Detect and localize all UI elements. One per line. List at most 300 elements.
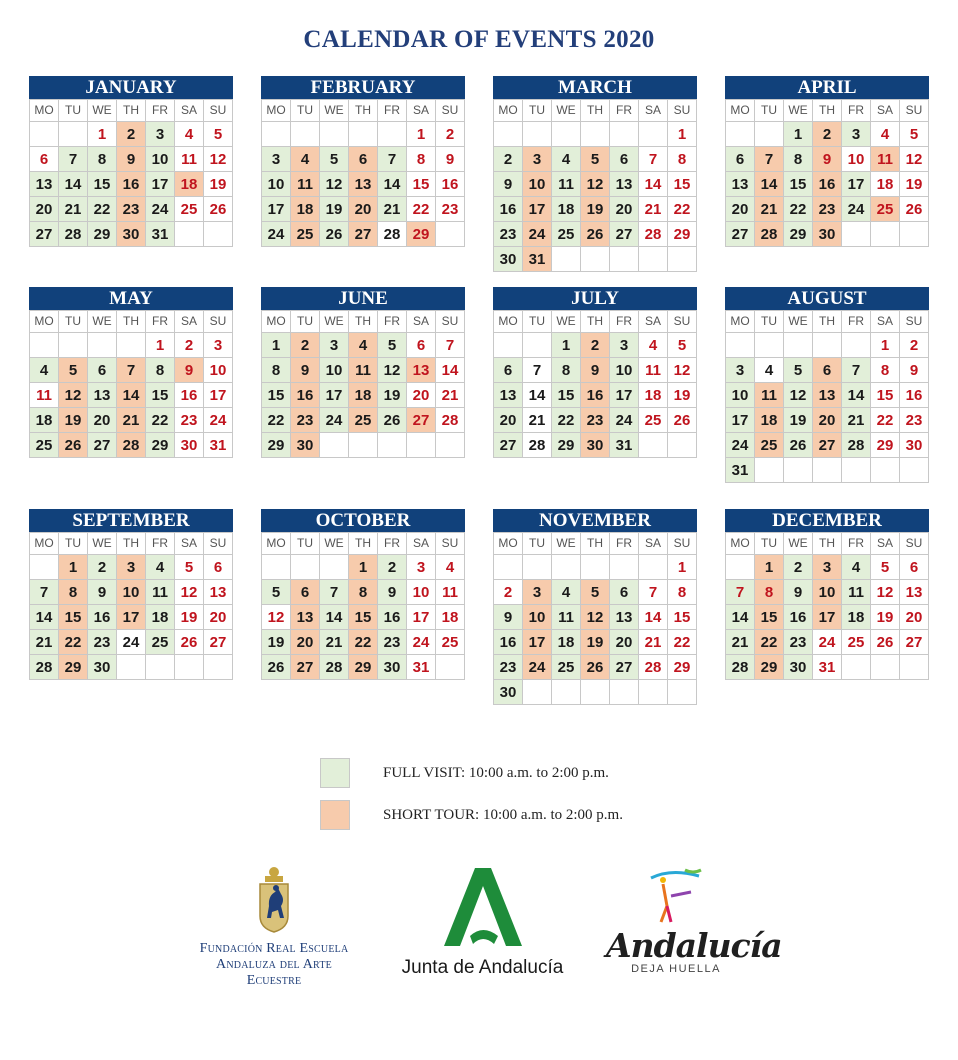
day-cell[interactable]: 23	[784, 630, 813, 655]
day-cell[interactable]: 26	[871, 630, 900, 655]
day-cell[interactable]: 30	[88, 655, 117, 680]
day-cell[interactable]: 11	[639, 358, 668, 383]
day-cell[interactable]: 18	[871, 172, 900, 197]
day-cell[interactable]: 28	[842, 433, 871, 458]
day-cell[interactable]: 22	[88, 197, 117, 222]
day-cell[interactable]: 28	[320, 655, 349, 680]
day-cell[interactable]: 5	[262, 580, 291, 605]
day-cell[interactable]: 18	[639, 383, 668, 408]
day-cell[interactable]: 24	[610, 408, 639, 433]
day-cell[interactable]: 29	[668, 222, 697, 247]
day-cell[interactable]: 25	[755, 433, 784, 458]
day-cell[interactable]: 25	[552, 222, 581, 247]
day-cell[interactable]: 14	[30, 605, 59, 630]
day-cell[interactable]: 17	[262, 197, 291, 222]
day-cell[interactable]: 29	[755, 655, 784, 680]
day-cell[interactable]: 22	[59, 630, 88, 655]
day-cell[interactable]: 25	[639, 408, 668, 433]
day-cell[interactable]: 2	[813, 122, 842, 147]
day-cell[interactable]: 7	[117, 358, 146, 383]
day-cell[interactable]: 20	[88, 408, 117, 433]
day-cell[interactable]: 10	[726, 383, 755, 408]
day-cell[interactable]: 13	[88, 383, 117, 408]
day-cell[interactable]: 10	[204, 358, 233, 383]
day-cell[interactable]: 12	[784, 383, 813, 408]
day-cell[interactable]: 8	[552, 358, 581, 383]
day-cell[interactable]: 3	[146, 122, 175, 147]
day-cell[interactable]: 27	[610, 222, 639, 247]
day-cell[interactable]: 2	[494, 147, 523, 172]
day-cell[interactable]: 23	[436, 197, 465, 222]
day-cell[interactable]: 12	[262, 605, 291, 630]
day-cell[interactable]: 21	[755, 197, 784, 222]
day-cell[interactable]: 2	[117, 122, 146, 147]
day-cell[interactable]: 9	[494, 605, 523, 630]
day-cell[interactable]: 5	[784, 358, 813, 383]
day-cell[interactable]: 13	[407, 358, 436, 383]
day-cell[interactable]: 19	[900, 172, 929, 197]
day-cell[interactable]: 30	[784, 655, 813, 680]
day-cell[interactable]: 5	[581, 580, 610, 605]
day-cell[interactable]: 19	[871, 605, 900, 630]
day-cell[interactable]: 3	[523, 147, 552, 172]
day-cell[interactable]: 7	[30, 580, 59, 605]
day-cell[interactable]: 8	[668, 580, 697, 605]
day-cell[interactable]: 8	[755, 580, 784, 605]
day-cell[interactable]: 14	[726, 605, 755, 630]
day-cell[interactable]: 9	[117, 147, 146, 172]
day-cell[interactable]: 23	[88, 630, 117, 655]
day-cell[interactable]: 1	[262, 333, 291, 358]
day-cell[interactable]: 29	[552, 433, 581, 458]
day-cell[interactable]: 6	[813, 358, 842, 383]
day-cell[interactable]: 16	[900, 383, 929, 408]
day-cell[interactable]: 27	[349, 222, 378, 247]
day-cell[interactable]: 28	[755, 222, 784, 247]
day-cell[interactable]: 25	[30, 433, 59, 458]
day-cell[interactable]: 1	[59, 555, 88, 580]
day-cell[interactable]: 14	[639, 172, 668, 197]
day-cell[interactable]: 12	[204, 147, 233, 172]
day-cell[interactable]: 4	[146, 555, 175, 580]
day-cell[interactable]: 6	[494, 358, 523, 383]
day-cell[interactable]: 4	[552, 580, 581, 605]
day-cell[interactable]: 9	[88, 580, 117, 605]
day-cell[interactable]: 19	[668, 383, 697, 408]
day-cell[interactable]: 14	[320, 605, 349, 630]
day-cell[interactable]: 2	[175, 333, 204, 358]
day-cell[interactable]: 14	[378, 172, 407, 197]
day-cell[interactable]: 5	[204, 122, 233, 147]
day-cell[interactable]: 26	[378, 408, 407, 433]
day-cell[interactable]: 18	[291, 197, 320, 222]
day-cell[interactable]: 23	[900, 408, 929, 433]
day-cell[interactable]: 4	[436, 555, 465, 580]
day-cell[interactable]: 10	[407, 580, 436, 605]
day-cell[interactable]: 17	[320, 383, 349, 408]
day-cell[interactable]: 3	[610, 333, 639, 358]
day-cell[interactable]: 27	[813, 433, 842, 458]
day-cell[interactable]: 20	[407, 383, 436, 408]
day-cell[interactable]: 26	[581, 655, 610, 680]
day-cell[interactable]: 6	[349, 147, 378, 172]
day-cell[interactable]: 20	[30, 197, 59, 222]
day-cell[interactable]: 10	[813, 580, 842, 605]
day-cell[interactable]: 16	[291, 383, 320, 408]
day-cell[interactable]: 18	[552, 630, 581, 655]
day-cell[interactable]: 12	[378, 358, 407, 383]
day-cell[interactable]: 18	[146, 605, 175, 630]
day-cell[interactable]: 4	[871, 122, 900, 147]
day-cell[interactable]: 19	[204, 172, 233, 197]
day-cell[interactable]: 21	[59, 197, 88, 222]
day-cell[interactable]: 27	[726, 222, 755, 247]
day-cell[interactable]: 18	[842, 605, 871, 630]
day-cell[interactable]: 2	[494, 580, 523, 605]
day-cell[interactable]: 25	[349, 408, 378, 433]
day-cell[interactable]: 30	[378, 655, 407, 680]
day-cell[interactable]: 9	[378, 580, 407, 605]
day-cell[interactable]: 25	[175, 197, 204, 222]
day-cell[interactable]: 19	[581, 630, 610, 655]
day-cell[interactable]: 30	[291, 433, 320, 458]
day-cell[interactable]: 17	[523, 630, 552, 655]
day-cell[interactable]: 24	[726, 433, 755, 458]
day-cell[interactable]: 22	[262, 408, 291, 433]
day-cell[interactable]: 22	[784, 197, 813, 222]
day-cell[interactable]: 19	[320, 197, 349, 222]
day-cell[interactable]: 16	[494, 630, 523, 655]
day-cell[interactable]: 29	[262, 433, 291, 458]
day-cell[interactable]: 28	[30, 655, 59, 680]
day-cell[interactable]: 20	[204, 605, 233, 630]
day-cell[interactable]: 31	[407, 655, 436, 680]
day-cell[interactable]: 9	[581, 358, 610, 383]
day-cell[interactable]: 26	[175, 630, 204, 655]
day-cell[interactable]: 26	[668, 408, 697, 433]
day-cell[interactable]: 23	[581, 408, 610, 433]
day-cell[interactable]: 3	[320, 333, 349, 358]
day-cell[interactable]: 6	[900, 555, 929, 580]
day-cell[interactable]: 23	[378, 630, 407, 655]
day-cell[interactable]: 21	[523, 408, 552, 433]
day-cell[interactable]: 26	[262, 655, 291, 680]
day-cell[interactable]: 15	[59, 605, 88, 630]
day-cell[interactable]: 10	[320, 358, 349, 383]
day-cell[interactable]: 28	[726, 655, 755, 680]
day-cell[interactable]: 22	[552, 408, 581, 433]
day-cell[interactable]: 9	[436, 147, 465, 172]
day-cell[interactable]: 3	[204, 333, 233, 358]
day-cell[interactable]: 16	[378, 605, 407, 630]
day-cell[interactable]: 31	[726, 458, 755, 483]
day-cell[interactable]: 23	[813, 197, 842, 222]
day-cell[interactable]: 13	[610, 172, 639, 197]
day-cell[interactable]: 23	[494, 655, 523, 680]
day-cell[interactable]: 12	[320, 172, 349, 197]
day-cell[interactable]: 19	[581, 197, 610, 222]
day-cell[interactable]: 16	[784, 605, 813, 630]
day-cell[interactable]: 13	[813, 383, 842, 408]
day-cell[interactable]: 2	[88, 555, 117, 580]
day-cell[interactable]: 8	[262, 358, 291, 383]
day-cell[interactable]: 6	[610, 147, 639, 172]
day-cell[interactable]: 10	[610, 358, 639, 383]
day-cell[interactable]: 11	[755, 383, 784, 408]
day-cell[interactable]: 1	[146, 333, 175, 358]
day-cell[interactable]: 21	[320, 630, 349, 655]
day-cell[interactable]: 17	[610, 383, 639, 408]
day-cell[interactable]: 28	[639, 222, 668, 247]
day-cell[interactable]: 25	[871, 197, 900, 222]
day-cell[interactable]: 18	[436, 605, 465, 630]
day-cell[interactable]: 20	[610, 197, 639, 222]
day-cell[interactable]: 7	[639, 580, 668, 605]
day-cell[interactable]: 25	[552, 655, 581, 680]
day-cell[interactable]: 8	[59, 580, 88, 605]
day-cell[interactable]: 15	[349, 605, 378, 630]
day-cell[interactable]: 20	[349, 197, 378, 222]
day-cell[interactable]: 7	[523, 358, 552, 383]
day-cell[interactable]: 15	[262, 383, 291, 408]
day-cell[interactable]: 3	[726, 358, 755, 383]
day-cell[interactable]: 4	[175, 122, 204, 147]
day-cell[interactable]: 14	[436, 358, 465, 383]
day-cell[interactable]: 27	[900, 630, 929, 655]
day-cell[interactable]: 10	[146, 147, 175, 172]
day-cell[interactable]: 15	[871, 383, 900, 408]
day-cell[interactable]: 6	[610, 580, 639, 605]
day-cell[interactable]: 5	[871, 555, 900, 580]
day-cell[interactable]: 15	[407, 172, 436, 197]
day-cell[interactable]: 8	[784, 147, 813, 172]
day-cell[interactable]: 6	[726, 147, 755, 172]
day-cell[interactable]: 8	[668, 147, 697, 172]
day-cell[interactable]: 18	[755, 408, 784, 433]
day-cell[interactable]: 24	[813, 630, 842, 655]
day-cell[interactable]: 22	[755, 630, 784, 655]
day-cell[interactable]: 15	[552, 383, 581, 408]
day-cell[interactable]: 28	[436, 408, 465, 433]
day-cell[interactable]: 31	[813, 655, 842, 680]
day-cell[interactable]: 25	[146, 630, 175, 655]
day-cell[interactable]: 1	[349, 555, 378, 580]
day-cell[interactable]: 12	[871, 580, 900, 605]
day-cell[interactable]: 7	[726, 580, 755, 605]
day-cell[interactable]: 28	[639, 655, 668, 680]
day-cell[interactable]: 11	[30, 383, 59, 408]
day-cell[interactable]: 21	[436, 383, 465, 408]
day-cell[interactable]: 18	[175, 172, 204, 197]
day-cell[interactable]: 12	[175, 580, 204, 605]
day-cell[interactable]: 8	[871, 358, 900, 383]
day-cell[interactable]: 7	[378, 147, 407, 172]
day-cell[interactable]: 2	[784, 555, 813, 580]
day-cell[interactable]: 13	[610, 605, 639, 630]
day-cell[interactable]: 26	[59, 433, 88, 458]
day-cell[interactable]: 16	[117, 172, 146, 197]
day-cell[interactable]: 24	[842, 197, 871, 222]
day-cell[interactable]: 24	[146, 197, 175, 222]
day-cell[interactable]: 5	[320, 147, 349, 172]
day-cell[interactable]: 22	[146, 408, 175, 433]
day-cell[interactable]: 13	[291, 605, 320, 630]
day-cell[interactable]: 30	[175, 433, 204, 458]
day-cell[interactable]: 4	[639, 333, 668, 358]
day-cell[interactable]: 29	[407, 222, 436, 247]
day-cell[interactable]: 17	[523, 197, 552, 222]
day-cell[interactable]: 23	[117, 197, 146, 222]
day-cell[interactable]: 26	[581, 222, 610, 247]
day-cell[interactable]: 8	[407, 147, 436, 172]
day-cell[interactable]: 27	[407, 408, 436, 433]
day-cell[interactable]: 19	[59, 408, 88, 433]
day-cell[interactable]: 23	[291, 408, 320, 433]
day-cell[interactable]: 20	[726, 197, 755, 222]
day-cell[interactable]: 1	[88, 122, 117, 147]
day-cell[interactable]: 7	[320, 580, 349, 605]
day-cell[interactable]: 26	[784, 433, 813, 458]
day-cell[interactable]: 23	[175, 408, 204, 433]
day-cell[interactable]: 30	[581, 433, 610, 458]
day-cell[interactable]: 5	[668, 333, 697, 358]
day-cell[interactable]: 11	[349, 358, 378, 383]
day-cell[interactable]: 9	[900, 358, 929, 383]
day-cell[interactable]: 28	[523, 433, 552, 458]
day-cell[interactable]: 10	[842, 147, 871, 172]
day-cell[interactable]: 14	[639, 605, 668, 630]
day-cell[interactable]: 20	[813, 408, 842, 433]
day-cell[interactable]: 5	[900, 122, 929, 147]
day-cell[interactable]: 19	[378, 383, 407, 408]
day-cell[interactable]: 7	[842, 358, 871, 383]
day-cell[interactable]: 16	[88, 605, 117, 630]
day-cell[interactable]: 1	[871, 333, 900, 358]
day-cell[interactable]: 4	[842, 555, 871, 580]
day-cell[interactable]: 11	[842, 580, 871, 605]
day-cell[interactable]: 28	[59, 222, 88, 247]
day-cell[interactable]: 3	[842, 122, 871, 147]
day-cell[interactable]: 31	[146, 222, 175, 247]
day-cell[interactable]: 22	[668, 630, 697, 655]
day-cell[interactable]: 12	[59, 383, 88, 408]
day-cell[interactable]: 18	[30, 408, 59, 433]
day-cell[interactable]: 10	[523, 172, 552, 197]
day-cell[interactable]: 1	[784, 122, 813, 147]
day-cell[interactable]: 11	[552, 172, 581, 197]
day-cell[interactable]: 12	[581, 605, 610, 630]
day-cell[interactable]: 9	[494, 172, 523, 197]
day-cell[interactable]: 16	[813, 172, 842, 197]
day-cell[interactable]: 2	[581, 333, 610, 358]
day-cell[interactable]: 24	[320, 408, 349, 433]
day-cell[interactable]: 18	[349, 383, 378, 408]
day-cell[interactable]: 5	[175, 555, 204, 580]
day-cell[interactable]: 9	[784, 580, 813, 605]
day-cell[interactable]: 27	[204, 630, 233, 655]
day-cell[interactable]: 6	[291, 580, 320, 605]
day-cell[interactable]: 13	[726, 172, 755, 197]
day-cell[interactable]: 22	[668, 197, 697, 222]
day-cell[interactable]: 4	[755, 358, 784, 383]
day-cell[interactable]: 9	[175, 358, 204, 383]
day-cell[interactable]: 16	[581, 383, 610, 408]
day-cell[interactable]: 22	[407, 197, 436, 222]
day-cell[interactable]: 20	[494, 408, 523, 433]
day-cell[interactable]: 5	[59, 358, 88, 383]
day-cell[interactable]: 19	[175, 605, 204, 630]
day-cell[interactable]: 6	[88, 358, 117, 383]
day-cell[interactable]: 21	[378, 197, 407, 222]
day-cell[interactable]: 3	[813, 555, 842, 580]
day-cell[interactable]: 11	[552, 605, 581, 630]
day-cell[interactable]: 9	[291, 358, 320, 383]
day-cell[interactable]: 29	[349, 655, 378, 680]
day-cell[interactable]: 11	[291, 172, 320, 197]
day-cell[interactable]: 1	[755, 555, 784, 580]
day-cell[interactable]: 27	[610, 655, 639, 680]
day-cell[interactable]: 27	[88, 433, 117, 458]
day-cell[interactable]: 27	[291, 655, 320, 680]
day-cell[interactable]: 2	[436, 122, 465, 147]
day-cell[interactable]: 14	[59, 172, 88, 197]
day-cell[interactable]: 29	[88, 222, 117, 247]
day-cell[interactable]: 7	[436, 333, 465, 358]
day-cell[interactable]: 30	[900, 433, 929, 458]
day-cell[interactable]: 21	[726, 630, 755, 655]
day-cell[interactable]: 16	[436, 172, 465, 197]
day-cell[interactable]: 15	[668, 172, 697, 197]
day-cell[interactable]: 15	[88, 172, 117, 197]
day-cell[interactable]: 3	[117, 555, 146, 580]
day-cell[interactable]: 15	[755, 605, 784, 630]
day-cell[interactable]: 31	[523, 247, 552, 272]
day-cell[interactable]: 20	[291, 630, 320, 655]
day-cell[interactable]: 12	[581, 172, 610, 197]
day-cell[interactable]: 19	[784, 408, 813, 433]
day-cell[interactable]: 16	[175, 383, 204, 408]
day-cell[interactable]: 30	[494, 247, 523, 272]
day-cell[interactable]: 28	[117, 433, 146, 458]
day-cell[interactable]: 30	[494, 680, 523, 705]
day-cell[interactable]: 21	[639, 630, 668, 655]
day-cell[interactable]: 26	[204, 197, 233, 222]
day-cell[interactable]: 21	[639, 197, 668, 222]
day-cell[interactable]: 24	[204, 408, 233, 433]
day-cell[interactable]: 29	[784, 222, 813, 247]
day-cell[interactable]: 17	[117, 605, 146, 630]
day-cell[interactable]: 7	[639, 147, 668, 172]
day-cell[interactable]: 24	[262, 222, 291, 247]
day-cell[interactable]: 13	[349, 172, 378, 197]
day-cell[interactable]: 29	[59, 655, 88, 680]
day-cell[interactable]: 18	[552, 197, 581, 222]
day-cell[interactable]: 3	[523, 580, 552, 605]
day-cell[interactable]: 11	[175, 147, 204, 172]
day-cell[interactable]: 5	[378, 333, 407, 358]
day-cell[interactable]: 2	[900, 333, 929, 358]
day-cell[interactable]: 25	[842, 630, 871, 655]
day-cell[interactable]: 17	[407, 605, 436, 630]
day-cell[interactable]: 11	[146, 580, 175, 605]
day-cell[interactable]: 1	[407, 122, 436, 147]
day-cell[interactable]: 28	[378, 222, 407, 247]
day-cell[interactable]: 10	[262, 172, 291, 197]
day-cell[interactable]: 20	[610, 630, 639, 655]
day-cell[interactable]: 10	[523, 605, 552, 630]
day-cell[interactable]: 26	[900, 197, 929, 222]
day-cell[interactable]: 13	[900, 580, 929, 605]
